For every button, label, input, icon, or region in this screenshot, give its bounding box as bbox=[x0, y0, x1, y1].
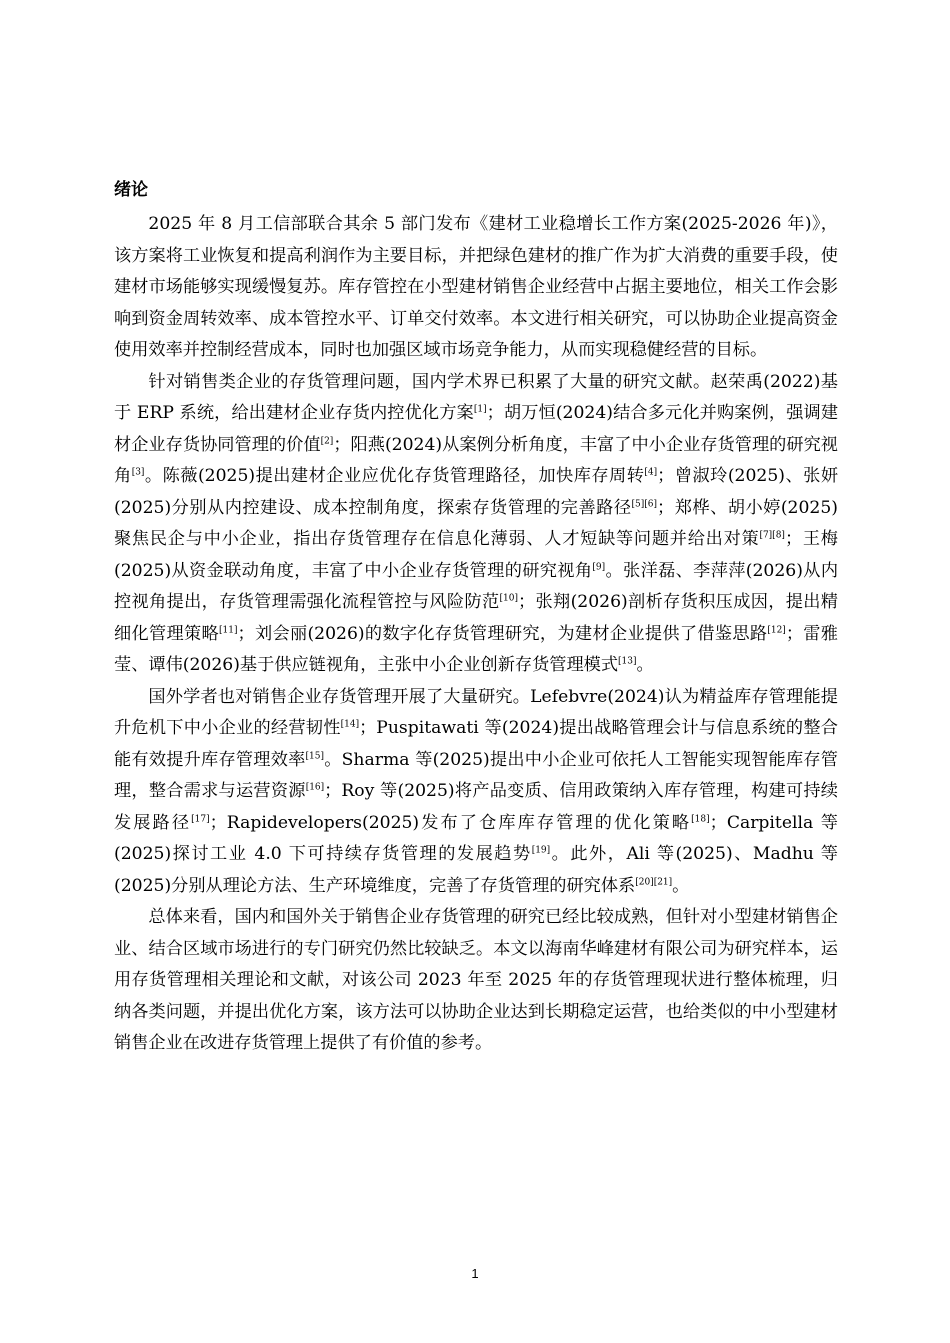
section-heading: 绪论 bbox=[114, 180, 148, 200]
paragraph-text: 针对销售类企业的存货管理问题，国内学术界已积累了大量的研究文献。赵荣禹(2022)基于 ERP 系统，给出建材企业存货内控优化方案 bbox=[114, 371, 838, 423]
citation-marker: [16] bbox=[305, 782, 325, 793]
paragraph-text: 。Sharma 等(2025)提出中小企业可依托人工智能实现智能库存管理，整合需求与运营资源 bbox=[114, 749, 838, 801]
citation-marker: [15] bbox=[305, 750, 325, 761]
paragraph-text: 。张洋磊、李萍萍(2026)从内控视角提出，存货管理需强化流程管控与风险防范 bbox=[114, 560, 839, 612]
page-number: 1 bbox=[471, 1266, 479, 1281]
citation-marker: [3] bbox=[131, 467, 145, 478]
paragraph-text: 2025 年 8 月工信部联合其余 5 部门发布《建材工业稳增长工作方案(2025-2026 年)》，该方案将工业恢复和提高利润作为主要目标，并把绿色建材的推广作为扩大消费的重要手段，使建材市场能够实现缓慢复苏。库存管控在小型建材销售企业经营中占据主要地位，相关工作会影响到资金周转效率、成本管控水平、订单交付效率。本文进行相关研究，可以协助企业提高资金使用效率并控制经营成本，同时也加强区域市场竞争能力，从而实现稳健经营的目标。 bbox=[114, 214, 838, 360]
citation-marker: [18] bbox=[691, 813, 710, 824]
paragraph-3 bbox=[114, 682, 838, 903]
citation-marker: [10] bbox=[499, 593, 518, 604]
citation-marker: [13] bbox=[618, 656, 637, 667]
paragraph-text: ；Carpitella 等(2025)探讨工业 4.0 下可持续存货管理的发展趋势 bbox=[114, 812, 838, 864]
paragraph-text: ；阳燕(2024)从案例分析角度，丰富了中小企业存货管理的研究视角 bbox=[114, 434, 838, 486]
paragraph-text: 。 bbox=[636, 655, 654, 675]
paragraph-text: ；胡万恒(2024)结合多元化并购案例，强调建材企业存货协同管理的价值 bbox=[114, 403, 839, 455]
paragraph-text: ；王梅(2025)从资金联动角度，丰富了中小企业存货管理的研究视角 bbox=[114, 529, 838, 581]
citation-marker: [9] bbox=[592, 561, 606, 572]
paragraph-text: 。 bbox=[672, 875, 690, 896]
citation-marker: [19] bbox=[531, 845, 551, 856]
paragraph-text: ；Roy 等(2025)将产品变质、信用政策纳入库存管理，构建可持续发展路径 bbox=[114, 781, 838, 833]
paragraph-text: ；张翔(2026)剖析存货积压成因，提出精细化管理策略 bbox=[114, 592, 838, 644]
citation-marker: [4] bbox=[644, 467, 658, 478]
paragraph-text: 。此外，Ali 等(2025)、Madhu 等(2025)分别从理论方法、生产环境维度，完善了存货管理的研究体系 bbox=[114, 844, 838, 896]
paragraph-4 bbox=[114, 902, 838, 1060]
paragraph-text: ；曾淑玲(2025)、张妍(2025)分别从内控建设、成本控制角度，探索存货管理的完善路径 bbox=[114, 466, 839, 518]
paragraph-1 bbox=[114, 209, 838, 367]
paragraph-text: ；刘会丽(2026)的数字化存货管理研究，为建材企业提供了借鉴思路 bbox=[237, 623, 768, 644]
paragraph-text: ；Rapidevelopers(2025)发布了仓库库存管理的优化策略 bbox=[209, 812, 692, 833]
citation-marker: [5][6] bbox=[631, 498, 658, 509]
citation-marker: [20][21] bbox=[635, 876, 673, 887]
citation-marker: [17] bbox=[191, 813, 210, 824]
citation-marker: [7][8] bbox=[759, 530, 785, 541]
paragraph-text: 总体来看，国内和国外关于销售企业存货管理的研究已经比较成熟，但针对小型建材销售企业、结合区域市场进行的专门研究仍然比较缺乏。本文以海南华峰建材有限公司为研究样本，运用存货管理相关理论和文献，对该公司 2023 年至 2025 年的存货管理现状进行整体梳理，归纳各类问题，并提出优化方案，该方法可以协助企业达到长期稳定运营，也给类似的中小型建材销售企业在改进存货管理上提供了有价值的参考。 bbox=[114, 907, 838, 1053]
paragraph-text: ；Puspitawati 等(2024)提出战略管理会计与信息系统的整合能有效提升库存管理效率 bbox=[114, 718, 838, 770]
citation-marker: [12] bbox=[767, 624, 786, 635]
citation-marker: [1] bbox=[473, 404, 487, 415]
page-content bbox=[114, 178, 838, 1060]
citation-marker: [2] bbox=[320, 435, 334, 446]
paragraph-text: ；雷雅莹、谭伟(2026)基于供应链视角，主张中小企业创新存货管理模式 bbox=[114, 623, 838, 675]
citation-marker: [11] bbox=[218, 624, 238, 635]
paragraph-text: 国外学者也对销售企业存货管理开展了大量研究。Lefebvre(2024)认为精益库存管理能提升危机下中小企业的经营韧性 bbox=[114, 686, 838, 738]
paragraph-text: 。陈薇(2025)提出建材企业应优化存货管理路径，加快库存周转 bbox=[144, 466, 645, 486]
paragraph-text: ；郑桦、胡小婷(2025)聚焦民企与中小企业，指出存货管理存在信息化薄弱、人才短缺等问题并给出对策 bbox=[114, 497, 838, 549]
citation-marker: [14] bbox=[340, 719, 360, 730]
paragraph-2 bbox=[114, 367, 838, 682]
